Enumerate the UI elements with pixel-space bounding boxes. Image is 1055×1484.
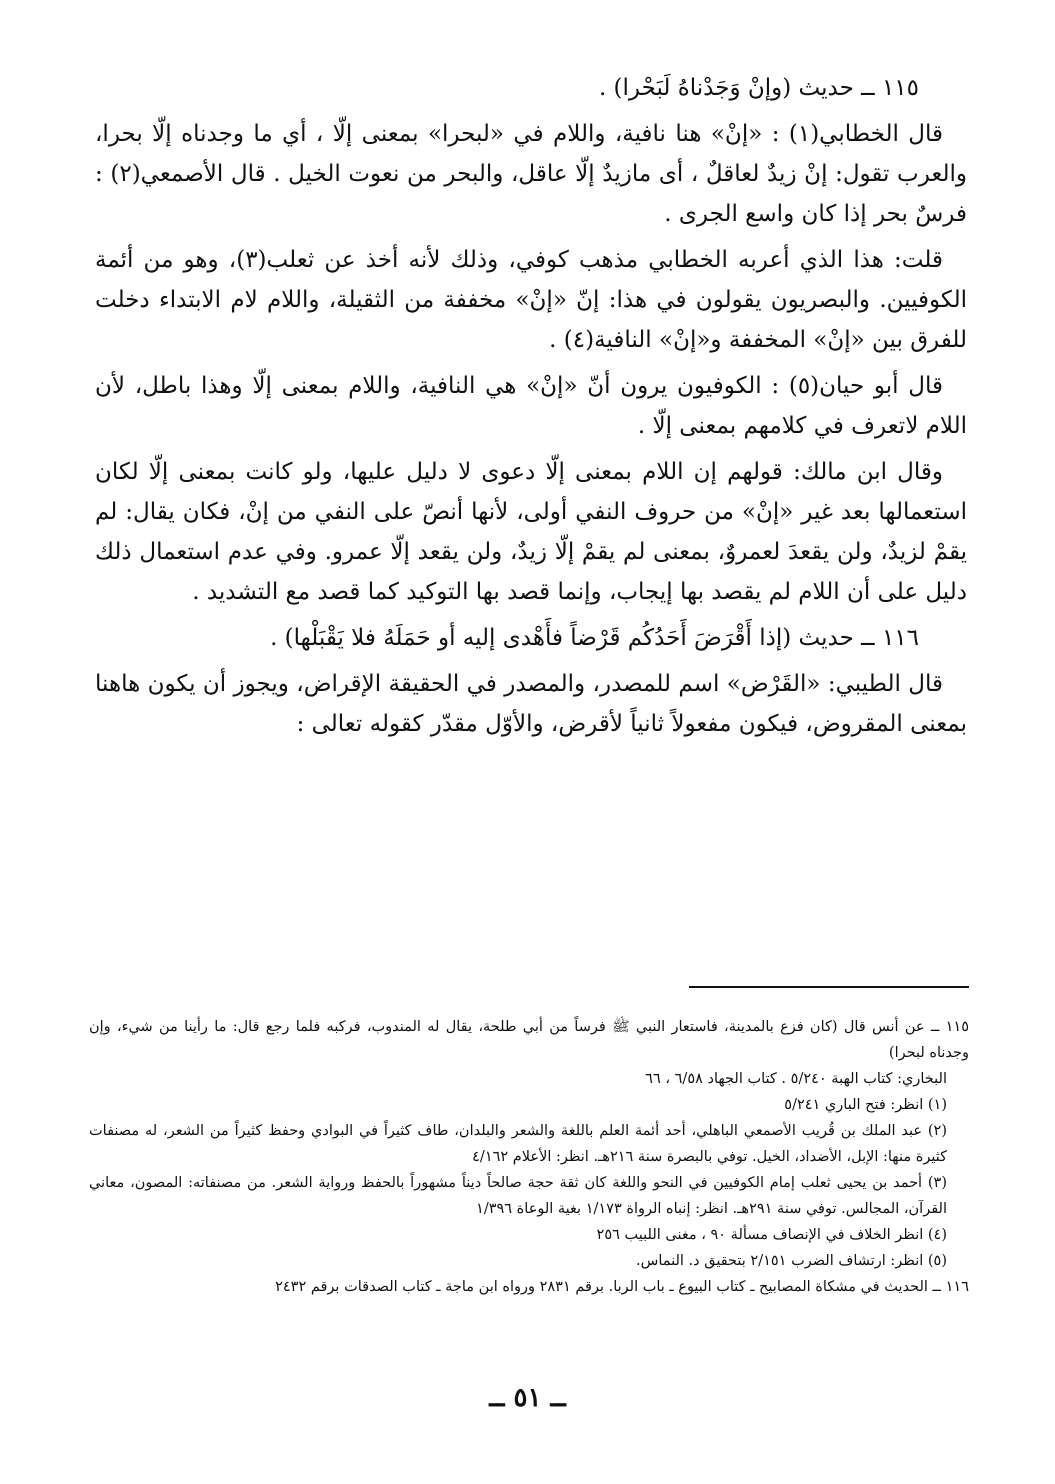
author-comment-paragraph: قلت: هذا الذي أعربه الخطابي مذهب كوفي، وذلك لأنه أخذ عن ثعلب(٣)، وهو من أئمة الكوفيين. والبصريون يقولون في هذا: إنّ «إنْ» مخففة من الثقيلة، واللام لام الابتداء دخلت للفرق بين «إنْ» المخففة و«إنْ» النافية(٤) . xyxy=(95,247,967,353)
khattabi-paragraph: قال الخطابي(١) : «إنْ» هنا نافية، واللام في «لبحرا» بمعنى إلّا ، أي ما وجدناه إلّا بحرا، والعرب تقول: إنْ زيدٌ لعاقلٌ ، أى مازيدٌ إلّا عاقل، والبحر من نعوت الخيل . قال الأصمعي(٢) : فرسٌ بحر إذا كان واسع الجرى . xyxy=(95,121,967,227)
ibn-malik-paragraph: وقال ابن مالك: قولهم إن اللام بمعنى إلّا دعوى لا دليل عليها، ولو كانت بمعنى إلّا لكان استعمالها بعد غير «إنْ» من حروف النفي أولى، لأنها أنصّ على النفي من إنْ، فكان يقال: لم يقمْ لزيدٌ، ولن يقعدَ لعمروٌ، بمعنى لم يقمْ إلّا زيدٌ، ولن يقعد إلّا عمرو. وفي عدم استعمال ذلك دليل على أن اللام لم يقصد بها إيجاب، وإنما قصد بها التوكيد كما قصد مع التشديد . xyxy=(95,459,967,605)
footnote-1: (١) انظر: فتح الباري ٥/٢٤١ xyxy=(784,1097,947,1113)
footnote-5: (٥) انظر: ارتشاف الضرب ٢/١٥١ بتحقيق د. النماس. xyxy=(636,1253,947,1269)
hadith-116-heading: ١١٦ ــ حديث (إذا أَقْرَضَ أَحَدُكُم قَرْضاً فأَهْدى إليه أو حَمَلَهُ فلا يَقْبَلْها) . xyxy=(270,625,919,651)
footnote-4: (٤) انظر الخلاف في الإنصاف مسألة ٩٠ ، مغنى اللبيب ٢٥٦ xyxy=(596,1227,947,1243)
abu-hayyan-paragraph: قال أبو حيان(٥) : الكوفيون يرون أنّ «إنْ» هي النافية، واللام بمعنى إلّا وهذا باطل، لأن اللام لاتعرف في كلامهم بمعنى إلّا . xyxy=(95,373,967,439)
footnote-116: ١١٦ ــ الحديث في مشكاة المصابيح ـ كتاب البيوع ـ باب الربا. برقم ٢٨٣١ ورواه ابن ماجة ـ كتاب الصدقات برقم ٢٤٣٢ xyxy=(275,1279,969,1295)
main-text xyxy=(95,68,967,750)
footnote-115-source: البخاري: كتاب الهبة ٥/٢٤٠ . كتاب الجهاد ٦/٥٨ ، ٦٦ xyxy=(645,1071,947,1087)
footnote-2: (٢) عبد الملك بن قُريب الأصمعي الباهلي، أحد أئمة العلم باللغة والشعر والبلدان، طاف كثيراً في البوادي وحفظ كثيراً من الشعر، له مصنفات كثيرة منها: الإبل، الأضداد، الخيل. توفي بالبصرة سنة ٢١٦هـ. انظر: الأعلام ٤/١٦٢ xyxy=(89,1123,947,1165)
hadith-115-heading: ١١٥ ــ حديث (وإنْ وَجَدْناهُ لَبَحْرا) . xyxy=(598,75,919,101)
page-number: ــ ٥١ ــ xyxy=(489,1383,566,1413)
footnotes xyxy=(89,1014,969,1300)
footnote-3: (٣) أحمد بن يحيى ثعلب إمام الكوفيين في النحو واللغة كان ثقة حجة صالحاً ديناً مشهوراً بالحفظ ورواية الشعر. من مصنفاته: المصون، معاني القرآن، المجالس. توفي سنة ٢٩١هـ. انظر: إنباه الرواة ١/١٧٣ بغية الوعاة ١/٣٩٦ xyxy=(89,1175,947,1217)
footnote-divider xyxy=(689,986,969,988)
tibi-paragraph: قال الطيبي: «القَرْض» اسم للمصدر، والمصدر في الحقيقة الإقراض، ويجوز أن يكون هاهنا بمعنى المقروض، فيكون مفعولاً ثانياً لأقرض، والأوّل مقدّر كقوله تعالى : xyxy=(95,671,967,737)
footnote-115: ١١٥ ــ عن أنس قال (كان فزع بالمدينة، فاستعار النبي ﷺ فرساً من أبي طلحة، يقال له المندوب، فركبه فلما رجع قال: ما رأينا من شيء، وإن وجدناه لبحرا) xyxy=(89,1019,969,1061)
